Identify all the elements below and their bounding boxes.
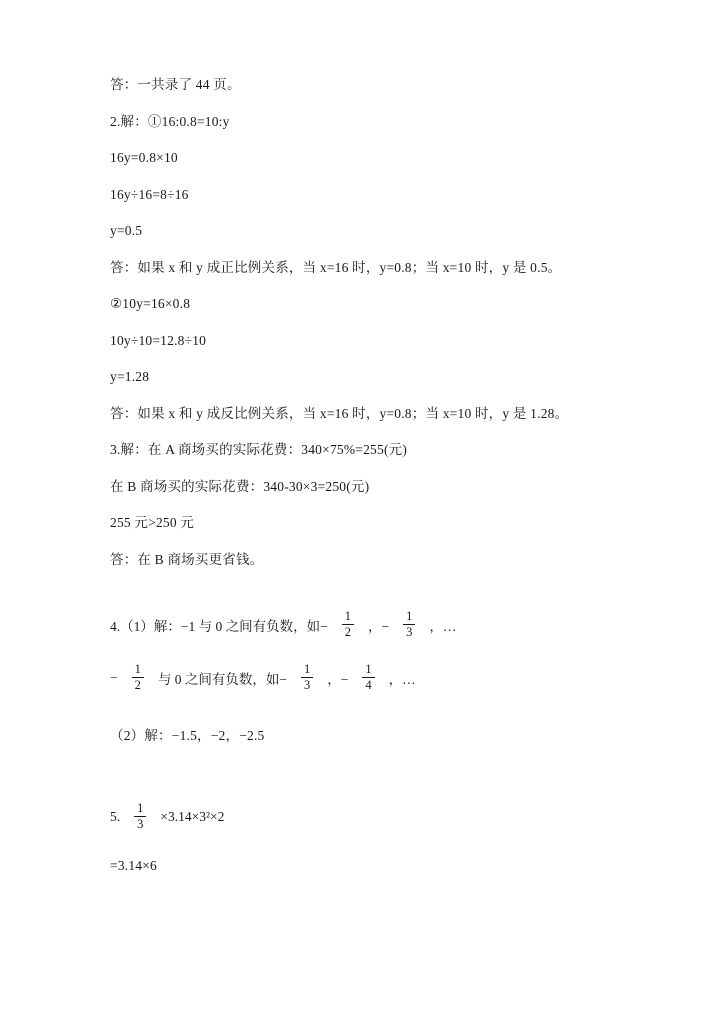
line-b-suffix: ，…	[388, 671, 416, 687]
fraction-one-third-b	[301, 663, 313, 692]
store-b-cost: 在 B 商场买的实际花费：340-30×3=250(元)	[110, 478, 370, 494]
equation-y-128: y=1.28	[110, 369, 150, 384]
fraction-one-half-b	[132, 663, 144, 692]
fraction-numerator: 1	[137, 801, 144, 815]
answer-direct-proportion: 答：如果 x 和 y 成正比例关系，当 x=16 时，y=0.8；当 x=10 时，y 是 0.5。	[110, 259, 562, 275]
cost-comparison: 255 元>250 元	[110, 515, 195, 530]
equation-16y-divide: 16y÷16=8÷16	[110, 186, 189, 202]
fraction-numerator: 1	[406, 609, 413, 623]
line-a-prefix: 4.（1）解：−1 与 0 之间有负数，如−	[110, 618, 328, 634]
equation-10y-divide: 10y÷10=12.8÷10	[110, 332, 207, 348]
fraction-numerator: 1	[134, 662, 141, 677]
volume-formula-line	[110, 802, 624, 831]
fraction-denominator: 2	[342, 624, 354, 639]
fraction-one-fourth-b	[362, 663, 374, 692]
fraction-one-third-a	[403, 610, 415, 639]
solution-line-2: 2.解：①16:0.8=10:y	[110, 113, 230, 129]
decimal-answers-line: （2）解：−1.5，−2，−2.5	[110, 727, 265, 743]
fraction-numerator: 1	[304, 662, 311, 677]
line-a-suffix: ，…	[429, 618, 457, 634]
answer-store-b: 答：在 B 商场买更省钱。	[110, 551, 264, 567]
equation-10y: ②10y=16×0.8	[110, 296, 191, 311]
line-a-middle: ，−	[367, 618, 390, 634]
solution-line-3: 3.解：在 A 商场买的实际花费：340×75%=255(元)	[110, 442, 408, 457]
fraction-denominator: 3	[301, 677, 313, 692]
line-b-middle: 与 0 之间有负数，如−	[157, 671, 287, 687]
equation-16y: 16y=0.8×10	[110, 150, 178, 165]
fraction-one-third-d	[134, 802, 146, 831]
answer-line-1: 答：一共录了 44 页。	[110, 77, 241, 92]
line-b-middle-2: ，−	[327, 671, 349, 687]
line-d-suffix: ×3.14×3²×2	[160, 808, 225, 824]
fraction-denominator: 4	[362, 677, 374, 692]
answer-inverse-proportion: 答：如果 x 和 y 成反比例关系，当 x=16 时，y=0.8；当 x=10 时，y 是 1.28。	[110, 405, 569, 421]
line-d-prefix: 5.	[110, 808, 121, 824]
fraction-numerator: 1	[365, 662, 372, 677]
line-b-prefix: −	[110, 669, 118, 685]
fraction-denominator: 3	[403, 624, 415, 639]
volume-result-line: =3.14×6	[110, 858, 158, 874]
fraction-denominator: 2	[132, 677, 144, 692]
fraction-one-half-a	[342, 610, 354, 639]
negative-number-line-b	[110, 663, 624, 692]
fraction-denominator: 3	[134, 816, 146, 831]
equation-y-05: y=0.5	[110, 223, 143, 238]
negative-number-line-a	[110, 610, 624, 639]
fraction-numerator: 1	[344, 609, 351, 623]
